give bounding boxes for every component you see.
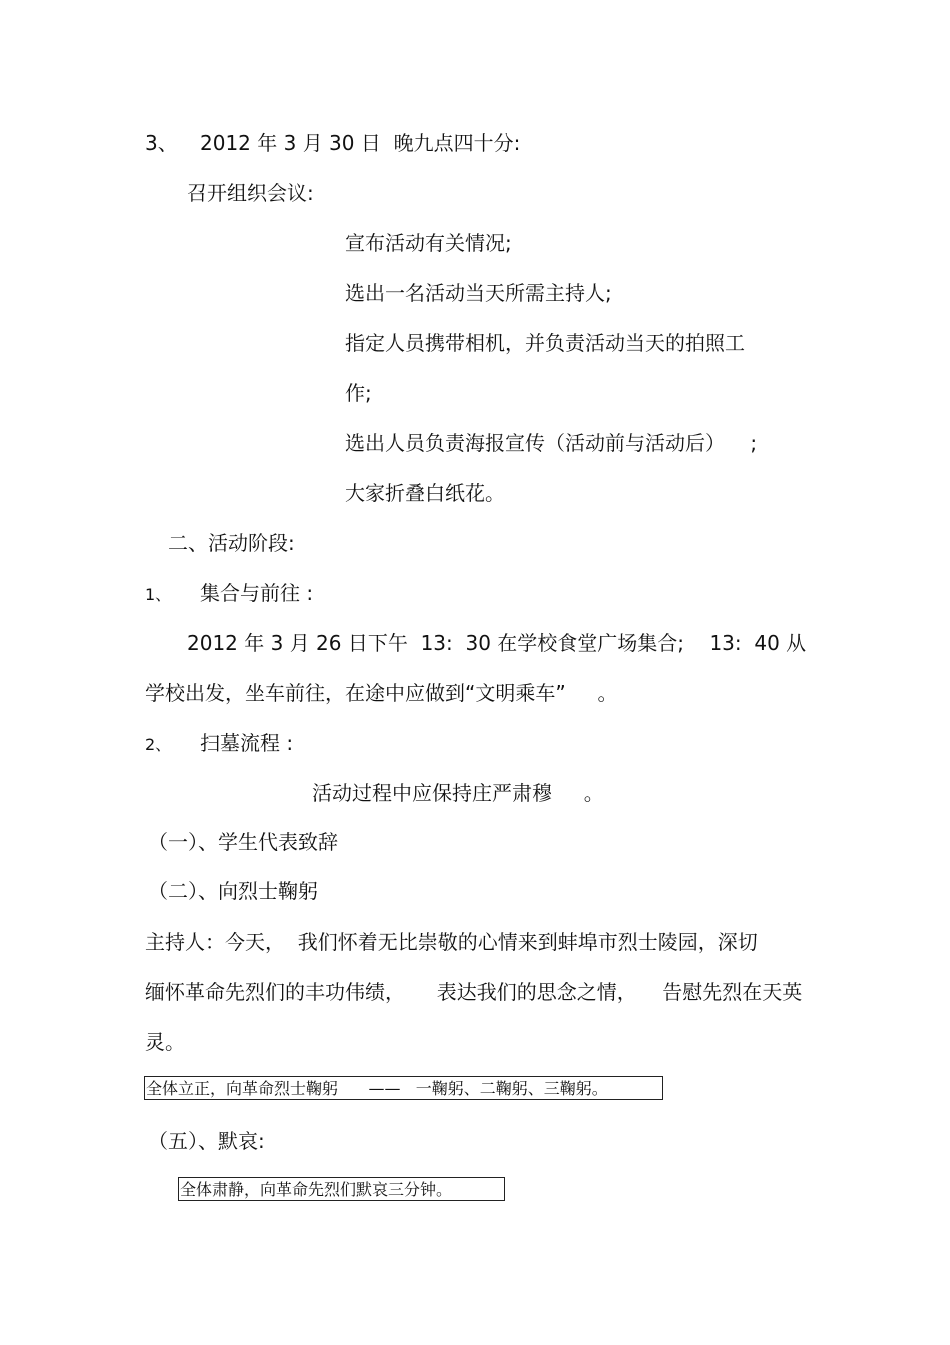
meeting-heading: 召开组织会议:	[187, 181, 314, 205]
host-speech-line2: 缅怀革命先烈们的丰功伟绩， 表达我们的思念之情， 告慰先烈在天英	[145, 980, 803, 1004]
host-speech-line3: 灵。	[145, 1030, 185, 1054]
sub-item-1: （一）、学生代表致辞	[148, 830, 338, 854]
meeting-task-2: 选出一名活动当天所需主持人;	[345, 281, 612, 305]
host-speech-line1: 主持人：今天， 我们怀着无比崇敬的心情来到蚌埠市烈士陵园，深切	[145, 930, 758, 954]
step1-text-line1: 2012 年 3 月 26 日下午 13: 30 在学校食堂广场集合; 13: 40 从	[187, 631, 807, 655]
item-number-3: 3、	[145, 131, 178, 155]
meeting-task-3: 指定人员携带相机，并负责活动当天的拍照工	[345, 331, 745, 355]
bow-instruction-box: 全体立正，向革命烈士鞠躬 —— 一鞠躬、二鞠躬、三鞠躬。	[144, 1076, 663, 1100]
section-title: 二、活动阶段:	[168, 531, 295, 555]
step-label-2: 扫墓流程 :	[200, 731, 294, 755]
step1-text-line2: 学校出发，坐车前往，在途中应做到“文明乘车” 。	[145, 681, 618, 705]
meeting-time: 2012 年 3 月 30 日 晚九点四十分:	[200, 131, 521, 155]
sub-item-5: （五）、默哀:	[148, 1129, 265, 1153]
step-label-1: 集合与前往 :	[200, 581, 314, 605]
meeting-task-4: 选出人员负责海报宣传（活动前与活动后） ;	[345, 431, 758, 455]
solemn-note: 活动过程中应保持庄严肃穆 。	[312, 781, 604, 805]
silence-instruction-box: 全体肃静，向革命先烈们默哀三分钟。	[178, 1177, 505, 1201]
meeting-task-3-cont: 作;	[345, 381, 372, 405]
meeting-task-5: 大家折叠白纸花。	[345, 481, 505, 505]
step-number-1: 1、	[145, 585, 172, 604]
meeting-task-1: 宣布活动有关情况;	[345, 231, 512, 255]
step-number-2: 2、	[145, 735, 172, 754]
sub-item-2: （二）、向烈士鞠躬	[148, 879, 318, 903]
